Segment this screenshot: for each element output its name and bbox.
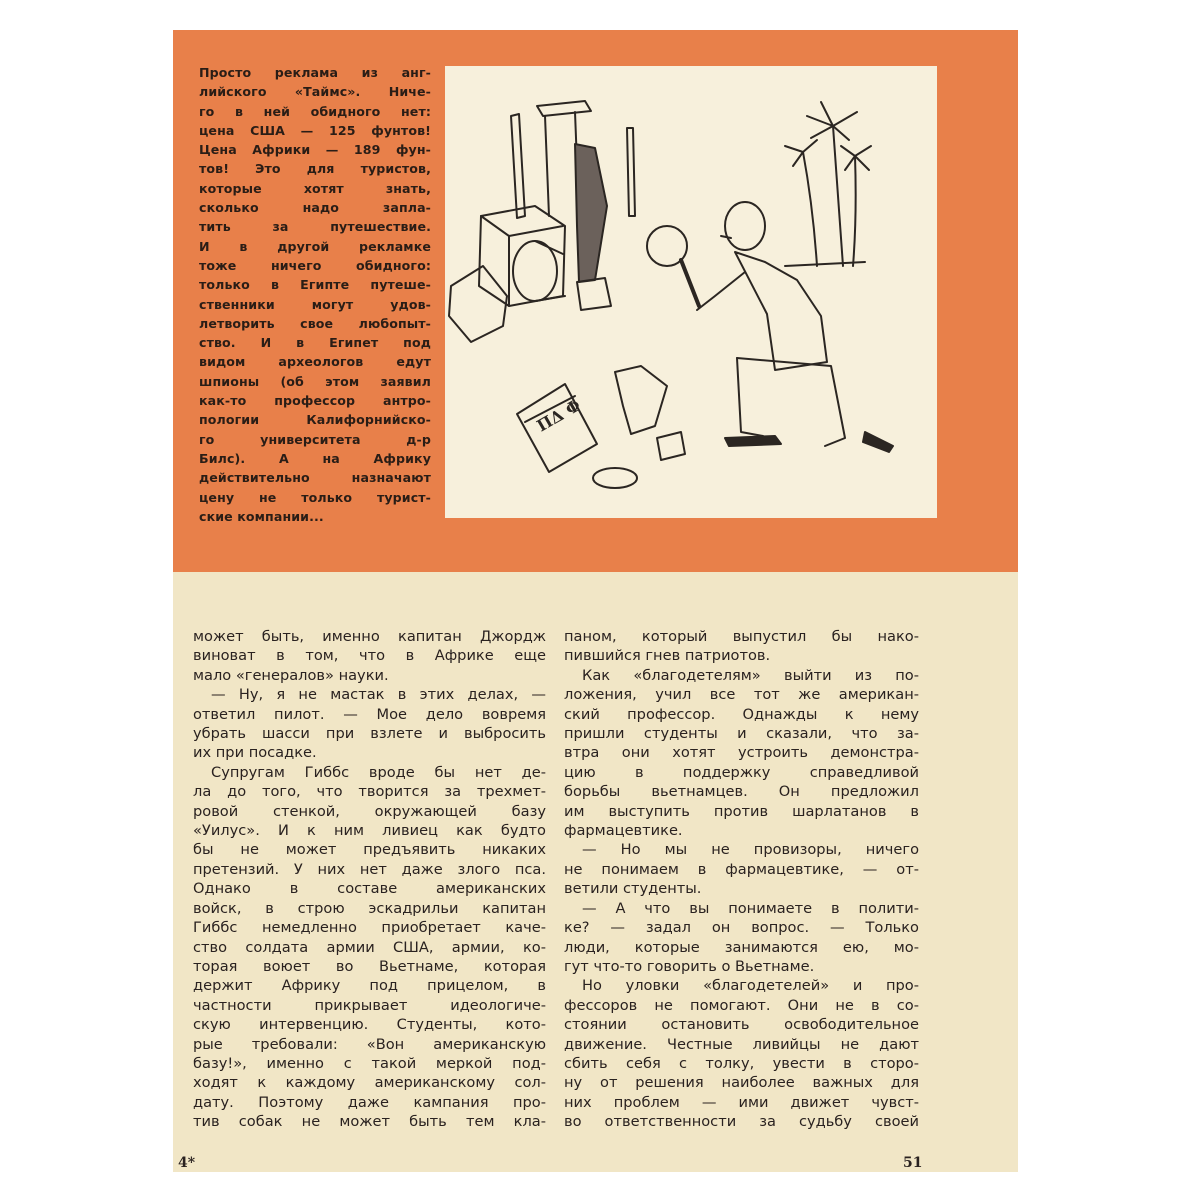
caption-line: летворить свое любопыт- [199,315,431,331]
text-line: цию в поддержку справедливой [564,763,919,781]
caption-line: го университета д-р [199,431,431,447]
text-line: ответил пилот. — Мое дело вовремя [193,705,546,723]
caption-line: цену не только турист- [199,489,431,505]
caption-line: Цена Африки — 189 фун- [199,142,431,158]
text-line: Но уловки «благодетелей» и про- [582,977,919,995]
text-line: них проблем — ими движет чувст- [564,1093,919,1111]
text-line: ходят к каждому американскому сол- [193,1074,546,1092]
magazine-page [173,30,1018,1172]
text-line: люди, которые занимаются ею, мо- [564,938,919,956]
text-line: — А что вы понимаете в полити- [582,899,919,917]
text-line: сбить себя с толку, увести в сторо- [564,1054,919,1072]
orange-banner [173,30,1018,572]
text-line: стоянии остановить освободительное [564,1016,919,1034]
text-line: рые требовали: «Вон американскую [193,1035,546,1053]
text-line: Гиббс немедленно приобретает каче- [193,919,546,937]
caption-line: Билс). А на Африку [199,450,431,466]
caption-line: сколько надо запла- [199,200,431,216]
text-line: частности прикрывает идеологиче- [193,996,546,1014]
broken-plate [593,468,637,488]
text-line: паном, который выпустил бы нако- [564,628,919,645]
text-line: ла до того, что творится за трехмет- [193,783,546,801]
text-line: торая воюет во Вьетнаме, которая [193,957,546,975]
text-line: Как «благодетелям» выйти из по- [582,666,919,684]
caption-text [199,63,431,526]
far-column [511,114,525,218]
palm-leaves-1 [807,102,857,140]
text-line: ровой стенкой, окружающей базу [193,802,546,820]
signature-mark: 4* [178,1155,196,1171]
column-capital [537,101,591,116]
text-line: держит Африку под прицелом, в [193,977,546,995]
text-line: — Но мы не провизоры, ничего [582,841,919,859]
man-torso [735,252,827,370]
text-line: ский профессор. Однажды к нему [564,705,919,723]
text-line: тив собак не может быть тем кла- [193,1113,546,1131]
cartoon-illustration [445,66,937,518]
text-line: может быть, именно капитан Джордж [193,628,546,645]
right-text-column [564,627,919,1132]
man-shoe-back [863,432,893,452]
text-line: Супругам Гиббс вроде бы нет де- [211,763,546,781]
text-line: втра они хотят устроить демонстра- [564,744,919,762]
caption-line: лийского «Таймс». Ниче- [199,84,431,100]
caption-line: тов! Это для туристов, [199,161,431,177]
man-nose [721,236,731,238]
text-line: войск, в строю эскадрильи капитан [193,899,546,917]
text-line: ветили студенты. [564,880,702,898]
palm-trunk-2 [803,152,817,266]
text-line: убрать шасси при взлете и выбросить [193,725,546,743]
text-line: ложения, учил все тот же американ- [564,686,919,704]
text-line: мало «генералов» науки. [193,666,389,684]
text-line: претензий. У них нет даже злого пса. [193,860,546,878]
small-block [449,266,507,342]
caption-line: тоже ничего обидного: [199,257,431,273]
man-head [725,202,765,250]
caption-line: только в Египте путеше- [199,277,431,293]
man-shoe-front [725,436,781,446]
caption-line: Просто реклама из анг- [199,65,431,80]
barrel-stone [513,241,557,301]
column-base [577,278,611,310]
page-number: 51 [903,1155,923,1171]
man-arm [697,272,745,310]
book-glyphs: ΠΔ Φ [533,395,584,436]
text-line: Однако в составе американских [193,880,546,898]
text-line: ну от решения наиболее важных для [564,1074,919,1092]
caption-line: как-то профессор антро- [199,393,431,409]
text-line: движение. Честные ливийцы не дают [564,1035,919,1053]
column-shaft [545,112,579,216]
broken-column [575,144,607,282]
caption-line: пологии Калифорнийско- [199,412,431,428]
text-line: виноват в том, что в Африке еще [193,647,546,665]
text-line: скую интервенцию. Студенты, кото- [193,1016,546,1034]
text-line: пившийся гнев патриотов. [564,647,771,665]
text-line: дату. Поэтому даже кампания про- [193,1093,546,1111]
text-line: базу!», именно с такой меркой под- [193,1054,546,1072]
text-line: ство солдата армии США, армии, ко- [193,938,546,956]
text-line: пришли студенты и сказали, что за- [564,725,919,743]
text-line: бы не может предъявить никаких [193,841,546,859]
text-line: фессоров не помогают. Они не в со- [564,996,919,1014]
text-line: ке? — задал он вопрос. — Только [564,919,919,937]
caption-line: И в другой рекламке [199,238,431,254]
left-text-column [193,627,546,1132]
caption-line: видом археологов едут [199,354,431,370]
pottery-shard-2 [657,432,685,460]
caption-line: го в ней обидного нет: [199,103,431,119]
caption-line: цена США — 125 фунтов! [199,122,431,138]
caption-line: ские компании... [199,508,324,524]
text-line: гут что-то говорить о Вьетнаме. [564,957,815,975]
text-line: их при посадке. [193,744,317,762]
caption-line: которые хотят знать, [199,180,431,196]
palm-leaves-2 [785,140,817,166]
pottery-shard-1 [615,366,667,434]
text-line: им выступить против шарлатанов в [564,802,919,820]
text-line: фармацевтике. [564,822,683,840]
text-line: во ответственности за судьбу своей [564,1113,919,1131]
open-book [517,384,597,472]
caption-line: тить за путешествие. [199,219,431,235]
distant-pillar [627,128,635,216]
caption-line: действительно назначают [199,470,431,486]
magnifier-handle [681,260,699,306]
caption-line: шпионы (об этом заявил [199,373,431,389]
text-line: — Ну, я не мастак в этих делах, — [211,686,546,704]
archaeologist-cartoon [445,66,937,518]
text-line: «Уилус». И к ним ливиец как будто [193,822,546,840]
caption-line: ственники могут удов- [199,296,431,312]
caption-line: ство. И в Египет под [199,335,431,351]
text-line: борьбы вьетнамцев. Он предложил [564,783,919,801]
text-line: не понимаем в фармацевтике, — от- [564,860,919,878]
palm-trunk-3 [853,156,856,266]
